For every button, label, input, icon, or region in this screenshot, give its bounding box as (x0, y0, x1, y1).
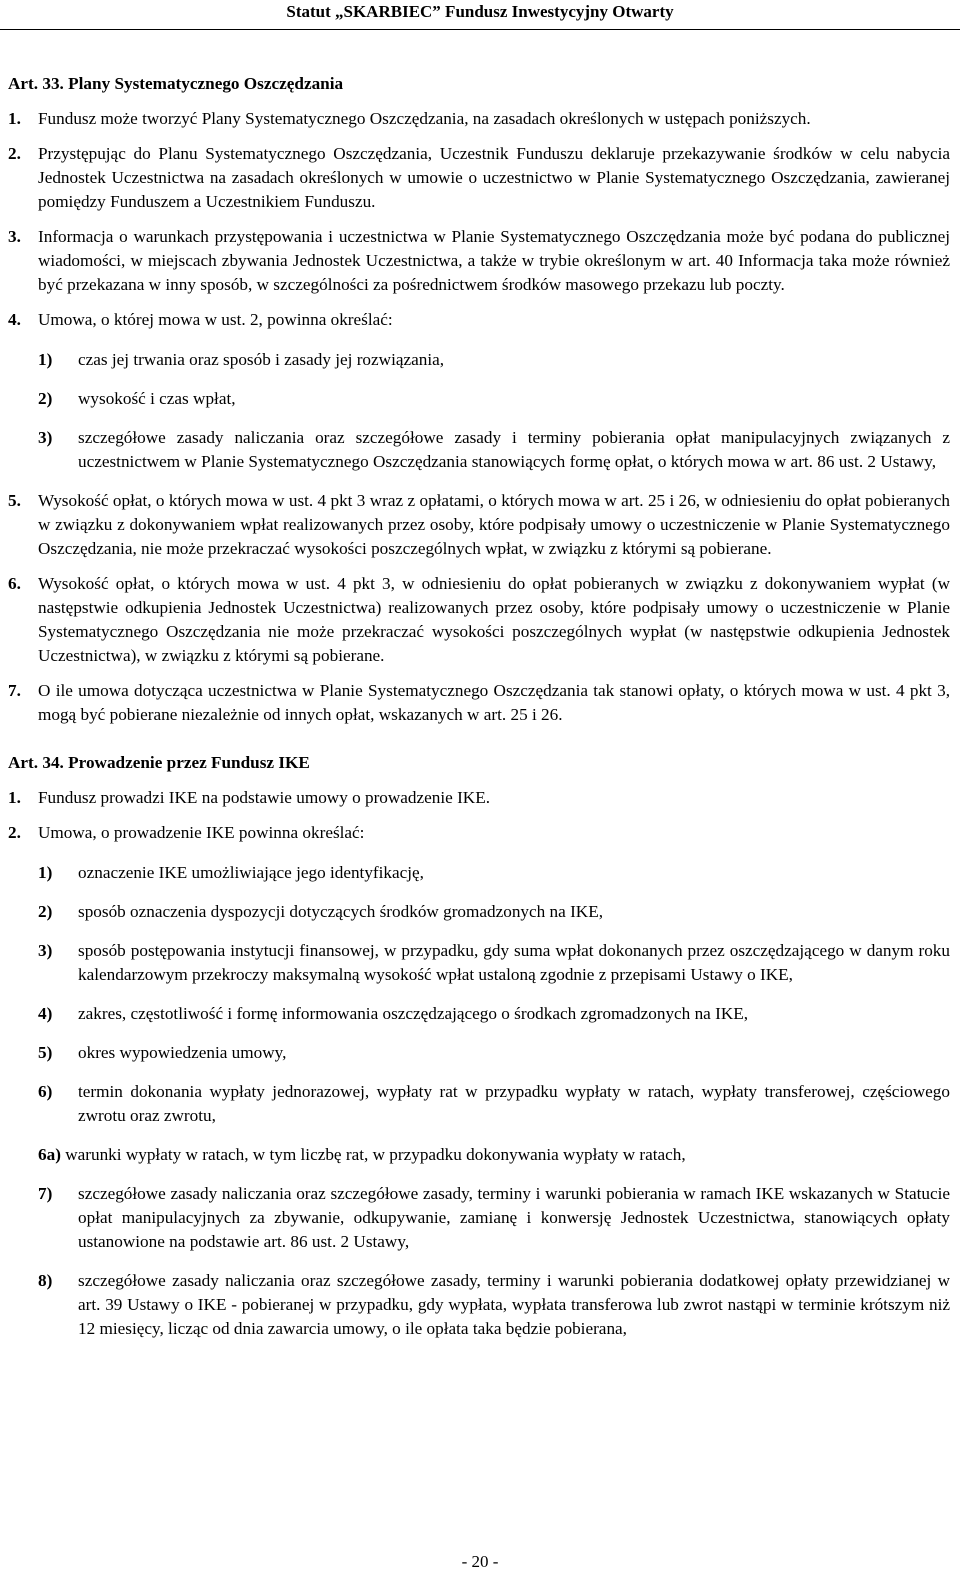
list-item (8, 1041, 950, 1065)
paragraph-text: Umowa, o której mowa w ust. 2, powinna określać: (38, 310, 393, 329)
item-text: termin dokonania wypłaty jednorazowej, wypłaty rat w przypadku wypłaty w ratach, wypłaty transferowej, częściowego zwrotu oraz zwrotu, (78, 1082, 950, 1125)
list-item (8, 426, 950, 474)
list-item (8, 1182, 950, 1254)
article-33-paragraph-7 (8, 679, 950, 727)
item-number: 1) (38, 350, 53, 369)
paragraph-number: 3. (8, 227, 21, 246)
item-number: 7) (38, 1184, 53, 1203)
item-text: oznaczenie IKE umożliwiające jego identyfikację, (78, 863, 424, 882)
paragraph-number: 7. (8, 681, 21, 700)
paragraph-text: Umowa, o prowadzenie IKE powinna określać: (38, 823, 365, 842)
item-text: warunki wypłaty w ratach, w tym liczbę rat, w przypadku dokonywania wypłaty w ratach, (65, 1145, 686, 1164)
list-item (8, 1269, 950, 1341)
item-number: 1) (38, 863, 53, 882)
item-number: 6) (38, 1082, 53, 1101)
item-text: szczegółowe zasady naliczania oraz szczegółowe zasady, terminy i warunki pobierania dodatkowej opłaty przewidzianej w art. 39 Ustawy o IKE - pobieranej w przypadku, gdy wypłata, wypłata transferowa lub zwrot nastąpi w terminie krótszym niż 12 miesięcy, licząc od dnia zawarcia umowy, o ile opłata taka będzie pobierana, (78, 1271, 950, 1338)
list-item (8, 900, 950, 924)
paragraph-text: Fundusz może tworzyć Plany Systematycznego Oszczędzania, na zasadach określonych w ustępach poniższych. (38, 109, 811, 128)
list-item-6a (8, 1143, 950, 1167)
paragraph-number: 1. (8, 109, 21, 128)
item-number: 2) (38, 389, 53, 408)
paragraph-number: 2. (8, 823, 21, 842)
article-34-paragraph-2 (8, 821, 950, 845)
paragraph-text: Fundusz prowadzi IKE na podstawie umowy o prowadzenie IKE. (38, 788, 491, 807)
item-number: 3) (38, 428, 53, 447)
article-33-paragraph-1 (8, 107, 950, 131)
item-number: 2) (38, 902, 53, 921)
item-text: sposób oznaczenia dyspozycji dotyczących środków gromadzonych na IKE, (78, 902, 603, 921)
paragraph-number: 2. (8, 144, 21, 163)
list-item (8, 1002, 950, 1026)
paragraph-text: Wysokość opłat, o których mowa w ust. 4 pkt 3, w odniesieniu do opłat pobieranych w związku z dokonywaniem wypłat (w następstwie odkupienia Jednostek Uczestnictwa) realizowanych przez osoby, które podpisały umowy o uczestniczenie w Planie Systematycznego Oszczędzania nie może przekraczać wysokości poszczególnych wypłat (w następstwie odkupienia Jednostek Uczestnictwa), w związku z którymi są pobierane. (38, 574, 950, 665)
article-34-title: Art. 34. Prowadzenie przez Fundusz IKE (8, 753, 310, 772)
paragraph-number: 4. (8, 310, 21, 329)
item-number: 6a) (38, 1145, 61, 1164)
item-number: 8) (38, 1271, 53, 1290)
article-33-paragraph-3 (8, 225, 950, 297)
article-34-paragraph-1 (8, 786, 950, 810)
paragraph-number: 1. (8, 788, 21, 807)
paragraph-text: Informacja o warunkach przystępowania i uczestnictwa w Planie Systematycznego Oszczędzania może być podana do publicznej wiadomości, w miejscach zbywania Jednostek Uczestnictwa, a także w trybie określonym w art. 40 Informacja taka może również być przekazana w inny sposób, w szczególności za pośrednictwem środków masowego przekazu lub poczty. (38, 227, 950, 294)
list-item (8, 387, 950, 411)
item-number: 5) (38, 1043, 53, 1062)
article-33-paragraph-6 (8, 572, 950, 668)
list-item (8, 348, 950, 372)
running-header: Statut „SKARBIEC” Fundusz Inwestycyjny Otwarty (286, 2, 674, 21)
article-33-paragraph-5 (8, 489, 950, 561)
article-33-paragraph-4 (8, 308, 950, 332)
document-body (8, 72, 950, 1356)
item-text: szczegółowe zasady naliczania oraz szczegółowe zasady i terminy pobierania opłat manipulacyjnych związanych z uczestnictwem w Planie Systematycznego Oszczędzania stanowiących formę opłat, o których mowa w art. 86 ust. 2 Ustawy, (78, 428, 950, 471)
item-text: okres wypowiedzenia umowy, (78, 1043, 287, 1062)
item-text: czas jej trwania oraz sposób i zasady jej rozwiązania, (78, 350, 445, 369)
list-item (8, 861, 950, 885)
list-item (8, 939, 950, 987)
paragraph-text: Przystępując do Planu Systematycznego Oszczędzania, Uczestnik Funduszu deklaruje przekazywanie środków w celu nabycia Jednostek Uczestnictwa na zasadach określonych w umowie o uczestnictwo w Planie Systematycznego Oszczędzania, zawieranej pomiędzy Funduszem a Uczestnikiem Funduszu. (38, 144, 950, 211)
paragraph-number: 5. (8, 491, 21, 510)
article-33-paragraph-2 (8, 142, 950, 214)
page-number: - 20 - (461, 1552, 499, 1571)
paragraph-text: Wysokość opłat, o których mowa w ust. 4 pkt 3 wraz z opłatami, o których mowa w art. 25 i 26, w odniesieniu do opłat pobieranych w związku z dokonywaniem wpłat realizowanych przez osoby, które podpisały umowy o uczestniczenie w Planie Systematycznego Oszczędzania, nie może przekraczać wysokości poszczególnych wpłat, w związku z którymi są pobierane. (38, 491, 950, 558)
item-number: 4) (38, 1004, 53, 1023)
item-text: zakres, częstotliwość i formę informowania oszczędzającego o środkach zgromadzonych na IKE, (78, 1004, 749, 1023)
paragraph-text: O ile umowa dotycząca uczestnictwa w Planie Systematycznego Oszczędzania tak stanowi opłaty, o których mowa w ust. 4 pkt 3, mogą być pobierane niezależnie od innych opłat, wskazanych w art. 25 i 26. (38, 681, 950, 724)
item-number: 3) (38, 941, 53, 960)
article-33-title: Art. 33. Plany Systematycznego Oszczędzania (8, 74, 344, 93)
paragraph-number: 6. (8, 574, 21, 593)
item-text: wysokość i czas wpłat, (78, 389, 236, 408)
item-text: sposób postępowania instytucji finansowej, w przypadku, gdy suma wpłat dokonanych przez oszczędzającego w danym roku kalendarzowym przekroczy maksymalną wysokość wpłat ustaloną zgodnie z przepisami Ustawy o IKE, (78, 941, 950, 984)
header-divider (0, 29, 960, 30)
list-item (8, 1080, 950, 1128)
item-text: szczegółowe zasady naliczania oraz szczegółowe zasady, terminy i warunki pobierania w ramach IKE wskazanych w Statucie opłat manipulacyjnych za zbywanie, odkupywanie, zamianę i konwersję Jednostek Uczestnictwa, stanowiących opłaty ustanowione na podstawie art. 86 ust. 2 Ustawy, (78, 1184, 950, 1251)
